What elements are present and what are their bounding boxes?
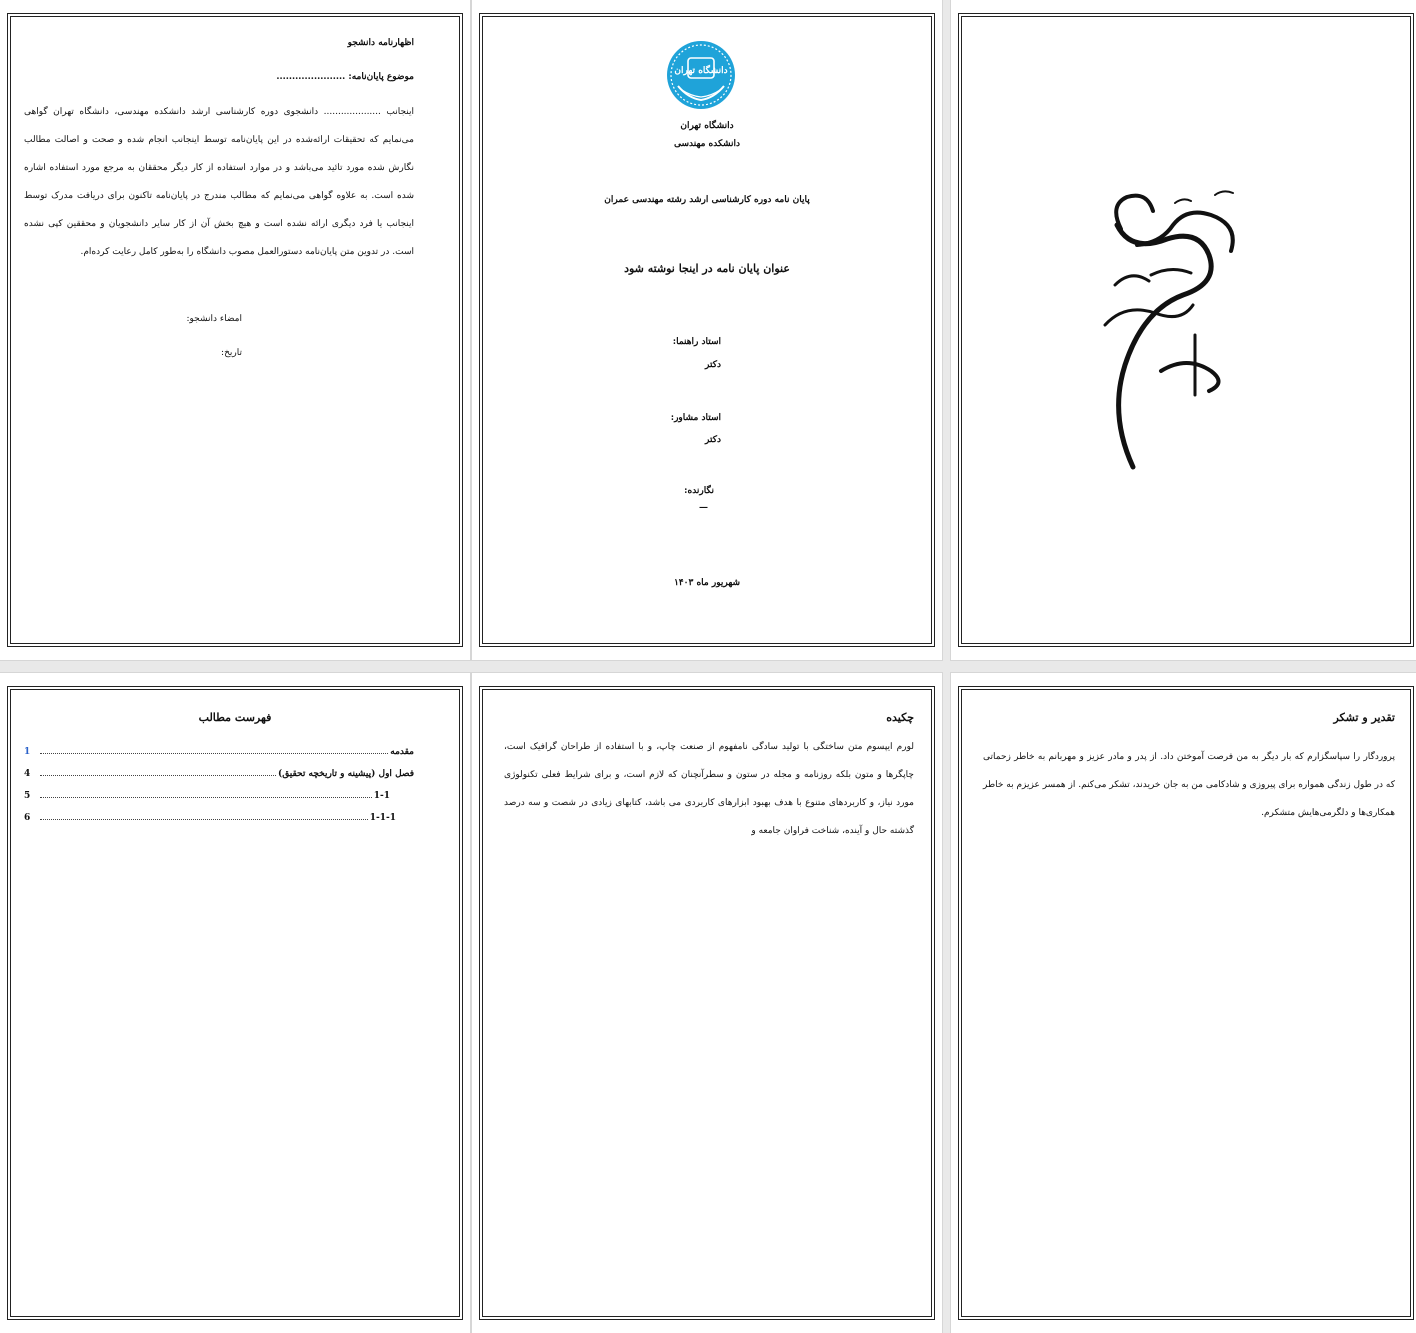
toc-row-leader bbox=[40, 819, 368, 820]
abstract-paragraph: لورم ایپسوم متن ساختگی با تولید سادگی نامفهوم از صنعت چاپ، و با استفاده از طراحان گرافیک است، چاپگرها و متون بلکه روزنامه و مجله در ستون و سطرآنچنان که لازم است، و برای شرایط فعلی تکنولوژی مورد نیاز، و کاربردهای متنوع با هدف بهبود ابزارهای کاربردی می باشد، کتابهای زیادی در شصت و سه درصد گذشته حال و آینده، شناخت فراوان جامعه و bbox=[504, 742, 914, 836]
toc-row-label: 1-1-1 bbox=[369, 813, 396, 823]
author-value: — bbox=[699, 503, 708, 513]
faculty-name: دانشکده مهندسی bbox=[673, 139, 741, 149]
toc-row-leader bbox=[40, 797, 372, 798]
toc-row[interactable] bbox=[24, 801, 414, 823]
toc-row-leader bbox=[40, 775, 276, 776]
toc-row-label: مقدمه bbox=[390, 747, 414, 757]
toc-row-page: 5 bbox=[24, 791, 31, 801]
supervisor-label: استاد راهنما: bbox=[672, 337, 721, 347]
advisor-label: استاد مشاور: bbox=[670, 413, 721, 423]
page-border bbox=[482, 16, 932, 644]
page-declaration bbox=[0, 0, 470, 660]
toc-row-page: 1 bbox=[24, 747, 31, 757]
toc-row-label: فصل اول (پیشینه و تاریخچه تحقیق) bbox=[278, 769, 414, 779]
thanks-paragraph: پروردگار را سپاسگزارم که بار دیگر به من فرصت آموختن داد. از پدر و مادر عزیز و مهربانم به خاطر زحماتی که در طول زندگی همواره برای پیروزی و شادکامی من به جان خریدند، تشکر می‌کنم. از همسر عزیزم به خاطر همکاری‌ها و دلگرمی‌هایش متشکرم. bbox=[982, 752, 1395, 818]
thesis-title: عنوان پایان نامه در اینجا نوشته شود bbox=[624, 262, 790, 275]
toc-row[interactable] bbox=[24, 735, 414, 757]
university-logo bbox=[666, 40, 736, 110]
declaration-paragraph: اینجانب .................... دانشجوی دوره کارشناسی ارشد دانشکده مهندسی، دانشگاه تهران گواهی می‌نمایم که تحقیقات ارائه‌شده در این پایان‌نامه توسط اینجانب انجام شده و صحت و اصالت مطالب نگارش شده مورد تائید می‌باشد و در موارد استفاده از کار دیگر محققان به مرجع مورد استفاده اشاره شده است. به علاوه گواهی می‌نمایم که مطالب مندرج در پایان‌نامه تاکنون برای دریافت مدرک توسط اینجانب یا فرد دیگری ارائه نشده است و هیچ بخش آن از کار سایر دانشجویان و محققین کپی نشده است. در تدوین متن پایان‌نامه دستورالعمل مصوب دانشگاه را به‌طور کامل رعایت کرده‌ام. bbox=[24, 107, 414, 257]
cover-date: شهریور ماه ۱۴۰۳ bbox=[673, 578, 741, 588]
bismillah-calligraphy-icon bbox=[1091, 185, 1261, 475]
page-bismillah bbox=[951, 0, 1416, 660]
abstract-title: چکیده bbox=[886, 711, 914, 724]
page-thanks bbox=[951, 673, 1416, 1333]
toc-row-label: 1-1 bbox=[373, 791, 390, 801]
toc-row-page: 4 bbox=[24, 769, 31, 779]
logo-text: دانشگاه تهران bbox=[674, 66, 728, 76]
toc-row[interactable] bbox=[24, 757, 414, 779]
declaration-title: اظهارنامه دانشجو bbox=[347, 38, 414, 48]
toc-row-page: 6 bbox=[24, 813, 31, 823]
page-abstract bbox=[472, 673, 942, 1333]
degree-line: پایان نامه دوره کارشناسی ارشد رشته مهندسی عمران bbox=[604, 195, 810, 205]
declaration-subject: موضوع پایان‌نامه: ...................... bbox=[276, 72, 414, 82]
author-label: نگارنده: bbox=[684, 486, 714, 496]
signature-label: امضاء دانشجو: bbox=[186, 314, 242, 324]
page-toc bbox=[0, 673, 470, 1333]
supervisor-value: دکتر bbox=[705, 360, 721, 370]
toc-row-leader bbox=[40, 753, 388, 754]
advisor-value: دکتر bbox=[705, 435, 721, 445]
toc-list bbox=[24, 735, 414, 823]
date-label: تاریخ: bbox=[221, 348, 242, 358]
thanks-title: تقدیر و تشکر bbox=[1333, 711, 1395, 724]
page-cover bbox=[472, 0, 942, 660]
toc-title: فهرست مطالب bbox=[198, 711, 272, 724]
university-name: دانشگاه تهران bbox=[680, 121, 734, 131]
toc-row[interactable] bbox=[24, 779, 414, 801]
